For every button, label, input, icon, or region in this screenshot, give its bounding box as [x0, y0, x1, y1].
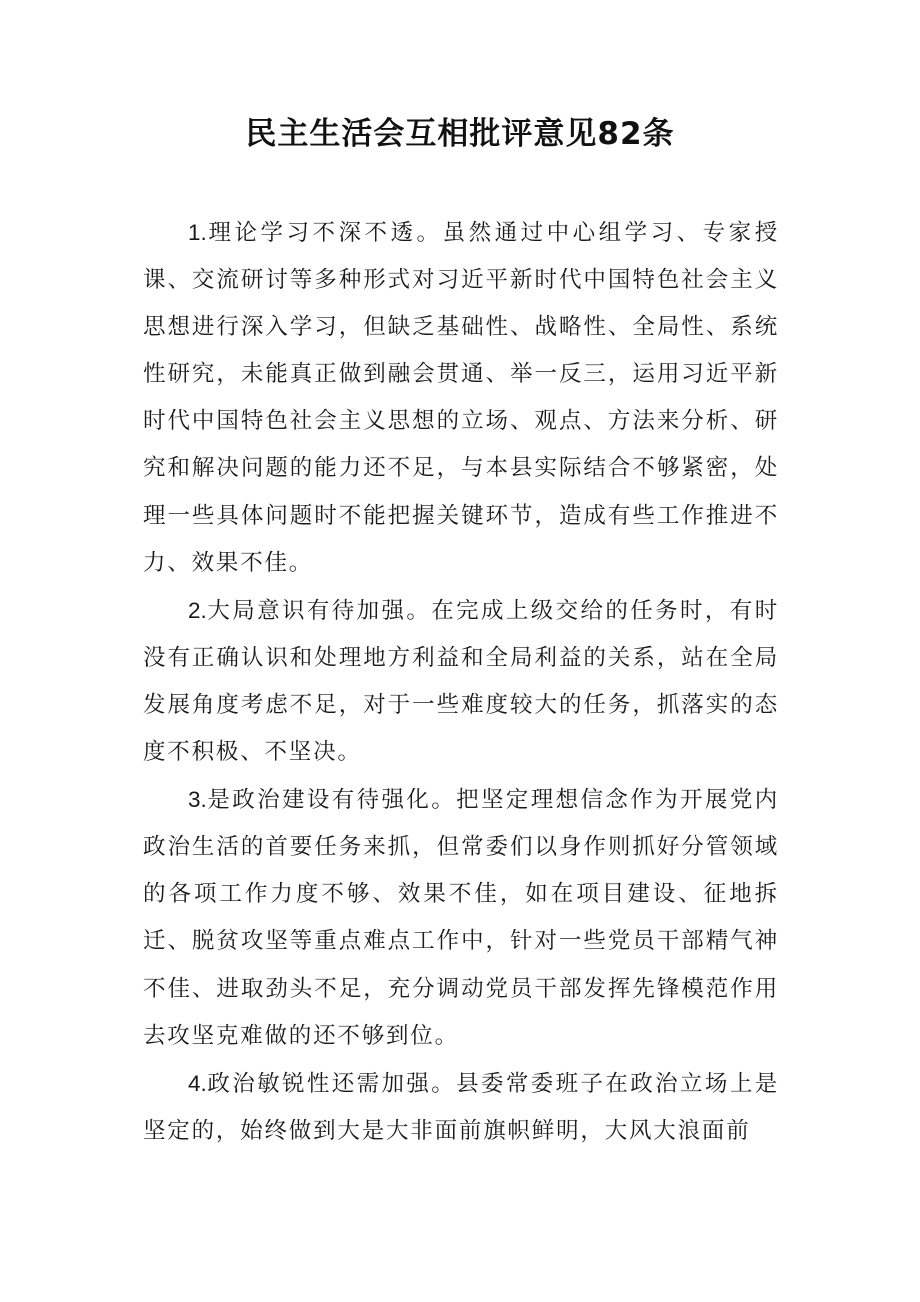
paragraph-text: 政治敏锐性还需加强。县委常委班子在政治立场上是坚定的，始终做到大是大非面前旗帜鲜明，大风大浪面前 — [143, 1070, 779, 1144]
paragraph-text: 理论学习不深不透。虽然通过中心组学习、专家授课、交流研讨等多种形式对习近平新时代中国特色社会主义思想进行深入学习，但缺乏基础性、战略性、全局性、系统性研究，未能真正做到融会贯通、举一反三，运用习近平新时代中国特色社会主义思想的立场、观点、方法来分析、研究和解决问题的能力还不足，与本县实际结合不够紧密，处理一些具体问题时不能把握关键环节，造成有些工作推进不力、效果不佳。 — [143, 220, 779, 576]
paragraph-number: 4. — [188, 1070, 207, 1096]
paragraph-4 — [143, 1060, 779, 1155]
paragraph-text: 大局意识有待加强。在完成上级交给的任务时，有时没有正确认识和处理地方利益和全局利益的关系，站在全局发展角度考虑不足，对于一些难度较大的任务，抓落实的态度不积极、不坚决。 — [143, 597, 779, 766]
paragraph-number: 1. — [188, 220, 207, 245]
paragraph-number: 2. — [188, 597, 207, 623]
document-title: 民主生活会互相批评意见82条 — [245, 116, 675, 152]
paragraph-number: 3. — [188, 787, 207, 813]
paragraph-3 — [143, 776, 779, 1060]
paragraph-1 — [143, 209, 779, 587]
document-body — [143, 209, 779, 1155]
paragraph-text: 是政治建设有待强化。把坚定理想信念作为开展党内政治生活的首要任务来抓，但常委们以身作则抓好分管领域的各项工作力度不够、效果不佳，如在项目建设、征地拆迁、脱贫攻坚等重点难点工作中，针对一些党员干部精气神不佳、进取劲头不足，充分调动党员干部发挥先锋模范作用去攻坚克难做的还不够到位。 — [143, 787, 779, 1049]
paragraph-2 — [143, 587, 779, 776]
